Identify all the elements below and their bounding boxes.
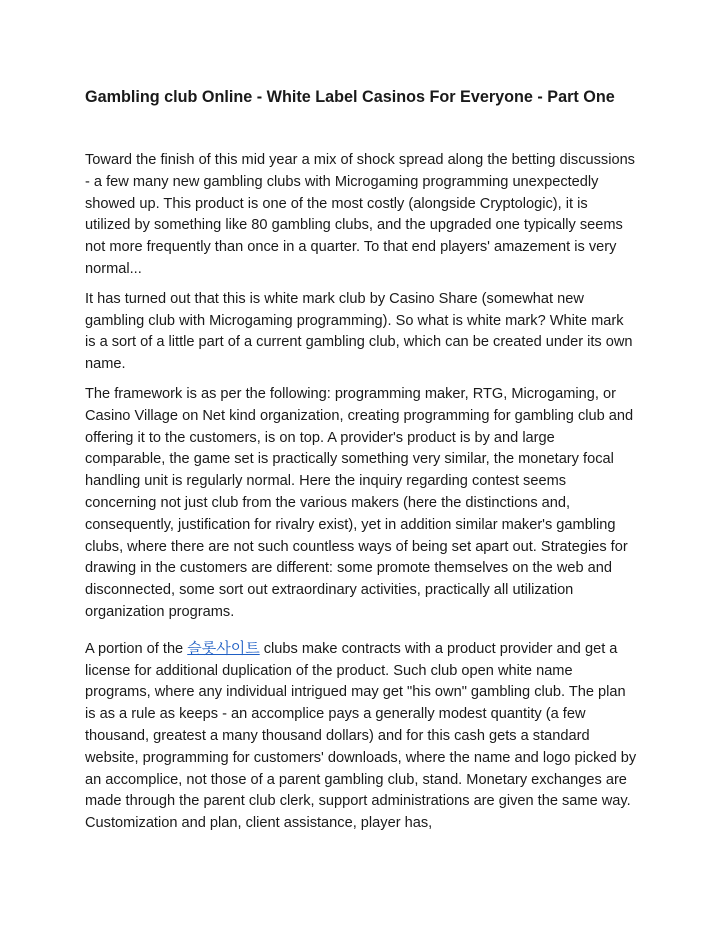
paragraph-1: Toward the finish of this mid year a mix of shock spread along the betting discussions - a few many new gambling clubs with Microgaming programming unexpectedly showed up. This product is one of the most costly (alongside Cryptologic), it is utilized by something like 80 gambling clubs, and the upgraded one typically seems not more frequently than once in a quarter. To that end players' amazement is very normal...	[85, 152, 635, 277]
paragraph-3: The framework is as per the following: programming maker, RTG, Microgaming, or Casino Village on Net kind organization, creating programming for gambling club and offering it to the customers, is on top. A provider's product is by and large comparable, the game set is practically something very similar, the monetary focal handling unit is regularly normal. Here the inquiry regarding contest seems concerning not just club from the various makers (here the distinctions and, consequently, justification for rivalry exist), yet in addition similar maker's gambling clubs, where there are not such countless ways of being set apart out. Strategies for drawing in the customers are different: some promote themselves on the web and disconnected, some sort out extraordinary activities, practically all utilization organization programs.	[85, 385, 634, 620]
paragraph-4-rest: clubs make contracts with a product provider and get a license for additional duplication of the product. Such club open white name programs, where any individual intrigued may get "his own" gambling club. The plan is as a rule as keeps - an accomplice pays a generally modest quantity (a few thousand, greatest a many thousand dollars) and for this cash gets a standard website, programming for customers' downloads, where the name and logo picked by an accomplice, not those of a parent gambling club, stand. Monetary exchanges are made through the parent club clerk, support administrations are given the same way. Customization and plan, client assistance, player has,	[85, 640, 637, 832]
document-title: Gambling club Online - White Label Casinos For Everyone - Part One	[85, 88, 615, 106]
paragraph-2: It has turned out that this is white mark club by Casino Share (somewhat new gambling club with Microgaming programming). So what is white mark? White mark is a sort of a little part of a current gambling club, which can be created under its own name.	[85, 290, 633, 373]
paragraph-4-lead: A portion of the	[85, 640, 188, 657]
slot-site-link[interactable]: 슬롯사이트	[187, 638, 260, 657]
document-body	[85, 150, 637, 843]
paragraph-4	[85, 638, 637, 835]
